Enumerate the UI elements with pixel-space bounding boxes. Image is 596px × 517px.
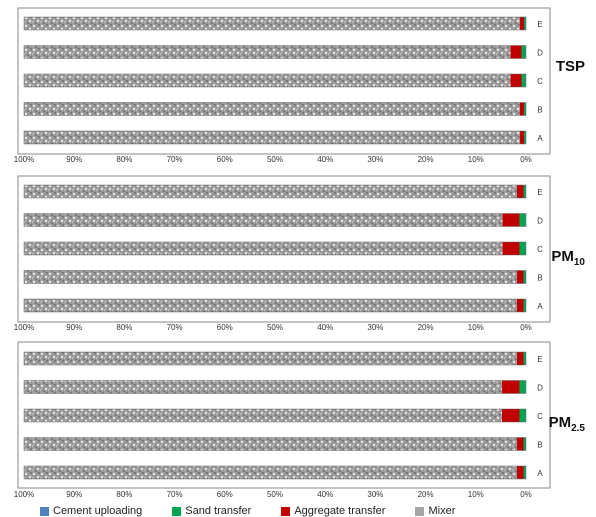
panel-1-category-label-b: B — [537, 105, 543, 115]
panel-2-bar-c-sand — [519, 242, 525, 255]
legend-label-mixer: Mixer — [428, 505, 456, 517]
panel-1-bar-d-sand — [521, 46, 525, 59]
panel-1-bar-a-aggregate — [520, 131, 524, 144]
panel-3-title-subscript: 2.5 — [571, 423, 585, 434]
panel-2-tick-label-1: 90% — [66, 323, 83, 332]
panel-2-title-subscript: 10 — [573, 257, 585, 268]
legend-item-mixer — [415, 505, 455, 517]
panel-3-bar-e-mixer — [24, 352, 517, 365]
panel-3-tick-label-0: 100% — [13, 490, 35, 499]
panel-1-tick-label-10: 0% — [520, 155, 532, 164]
panel-2-title — [551, 248, 585, 268]
panel-2-title-main: PM — [551, 248, 574, 265]
panel-1 — [14, 8, 585, 164]
panel-2-tick-label-8: 20% — [417, 323, 434, 332]
panel-1-category-label-a: A — [537, 134, 543, 143]
panel-1-tick-label-1: 90% — [66, 155, 83, 164]
legend-swatch-cement — [40, 507, 49, 516]
panel-2-bar-a-mixer — [24, 299, 517, 312]
panel-2-bar-c-mixer — [24, 242, 502, 255]
panel-3-bar-a-aggregate — [517, 466, 524, 479]
panel-2-category-label-e: E — [537, 188, 543, 197]
panel-3-title — [549, 414, 586, 434]
panel-2-tick-label-0: 100% — [13, 323, 35, 332]
panel-3-category-label-e: E — [537, 355, 543, 364]
panel-1-tick-label-5: 50% — [266, 155, 284, 164]
panel-1-tick-label-7: 30% — [367, 155, 384, 164]
panel-1-bar-e-sand — [524, 17, 526, 30]
panel-3-bar-c-aggregate — [502, 409, 520, 422]
panel-2-tick-label-10: 0% — [520, 323, 532, 332]
panel-1-category-label-c: C — [537, 77, 543, 86]
panel-1-category-label-d: D — [537, 48, 543, 58]
panel-2-tick-label-5: 50% — [266, 323, 284, 332]
panel-1-title-main: TSP — [555, 58, 585, 75]
panel-1-bar-a-sand — [524, 131, 526, 144]
legend-item-cement — [40, 505, 142, 517]
panel-1-bar-b-sand — [524, 103, 526, 116]
panel-3-bar-a-sand — [523, 466, 525, 479]
panel-1-tick-label-3: 70% — [166, 155, 183, 164]
legend-swatch-aggregate — [281, 507, 290, 516]
panel-1-bar-b-mixer — [24, 103, 520, 116]
panel-2-bar-c-aggregate — [502, 242, 519, 255]
panel-3-tick-label-1: 90% — [66, 490, 83, 499]
panel-3 — [14, 342, 586, 499]
chart-legend — [40, 505, 455, 517]
panel-1-tick-label-9: 10% — [467, 155, 484, 164]
panel-3-bar-d-sand — [519, 381, 525, 394]
panel-1-bar-d-aggregate — [510, 46, 521, 59]
panel-3-tick-label-6: 40% — [317, 490, 334, 499]
panel-1-tick-label-8: 20% — [417, 155, 434, 164]
panel-3-category-label-b: B — [537, 440, 543, 450]
panel-3-bar-c-mixer — [24, 409, 502, 422]
panel-2-category-label-c: C — [537, 245, 543, 254]
panel-2 — [14, 176, 586, 332]
panel-2-bar-b-aggregate — [517, 271, 524, 284]
panel-3-category-label-c: C — [537, 412, 543, 421]
panel-3-tick-label-9: 10% — [467, 490, 484, 499]
panel-3-tick-label-8: 20% — [417, 490, 434, 499]
panel-2-tick-label-7: 30% — [367, 323, 384, 332]
panel-1-bar-a-mixer — [24, 131, 520, 144]
panel-2-category-label-a: A — [537, 302, 543, 311]
panel-3-bar-e-sand — [523, 352, 525, 365]
panel-3-bar-e-aggregate — [517, 352, 524, 365]
panel-3-tick-label-3: 70% — [166, 490, 183, 499]
panel-3-tick-label-4: 60% — [216, 490, 233, 499]
legend-swatch-sand — [172, 507, 181, 516]
panel-2-tick-label-3: 70% — [166, 323, 183, 332]
panel-2-bar-a-aggregate — [517, 299, 524, 312]
panel-1-tick-label-6: 40% — [317, 155, 334, 164]
legend-swatch-mixer — [415, 507, 424, 516]
panel-3-bar-c-sand — [519, 409, 525, 422]
panel-3-category-label-d: D — [537, 383, 543, 393]
panel-2-bar-a-sand — [523, 299, 525, 312]
panel-2-bar-b-mixer — [24, 271, 517, 284]
panel-2-bar-e-aggregate — [517, 185, 524, 198]
panel-3-bar-b-mixer — [24, 438, 517, 451]
panel-1-title — [556, 58, 585, 75]
panel-3-bar-d-aggregate — [502, 381, 520, 394]
panel-2-bar-b-sand — [523, 271, 525, 284]
panel-1-bar-c-mixer — [24, 74, 510, 87]
panel-1-bar-e-mixer — [24, 17, 520, 30]
panel-2-tick-label-6: 40% — [317, 323, 334, 332]
panel-2-category-label-d: D — [537, 216, 543, 226]
panel-2-bar-e-mixer — [24, 185, 517, 198]
panel-1-bar-c-sand — [521, 74, 525, 87]
panel-2-tick-label-2: 80% — [116, 323, 133, 332]
panel-2-bar-e-sand — [523, 185, 525, 198]
panel-2-tick-label-9: 10% — [467, 323, 484, 332]
panel-2-bar-d-sand — [519, 214, 525, 227]
panel-3-bar-d-mixer — [24, 381, 502, 394]
panel-3-category-label-a: A — [537, 469, 543, 478]
panel-3-tick-label-5: 50% — [266, 490, 284, 499]
panel-1-category-label-e: E — [537, 20, 543, 29]
legend-label-sand: Sand transfer — [185, 505, 252, 517]
panel-2-tick-label-4: 60% — [216, 323, 233, 332]
legend-item-sand — [172, 505, 251, 517]
panel-3-tick-label-2: 80% — [116, 490, 133, 499]
panel-1-bar-d-mixer — [24, 46, 510, 59]
legend-item-aggregate — [281, 505, 385, 517]
panel-3-bar-b-aggregate — [517, 438, 524, 451]
panel-3-bar-a-mixer — [24, 466, 517, 479]
panel-3-title-main: PM — [548, 414, 572, 431]
panel-1-tick-label-2: 80% — [116, 155, 133, 164]
legend-label-aggregate: Aggregate transfer — [294, 505, 386, 517]
panel-1-bar-c-aggregate — [510, 74, 521, 87]
panel-2-category-label-b: B — [537, 273, 543, 283]
legend-label-cement: Cement uploading — [53, 505, 143, 517]
panel-1-bar-e-aggregate — [520, 17, 524, 30]
panel-1-tick-label-4: 60% — [216, 155, 233, 164]
panel-1-bar-b-aggregate — [520, 103, 524, 116]
panel-2-bar-d-aggregate — [502, 214, 519, 227]
panel-3-tick-label-7: 30% — [367, 490, 384, 499]
panel-3-tick-label-10: 0% — [520, 490, 532, 499]
panel-2-bar-d-mixer — [24, 214, 502, 227]
panel-1-tick-label-0: 100% — [13, 155, 35, 164]
panel-3-bar-b-sand — [523, 438, 525, 451]
